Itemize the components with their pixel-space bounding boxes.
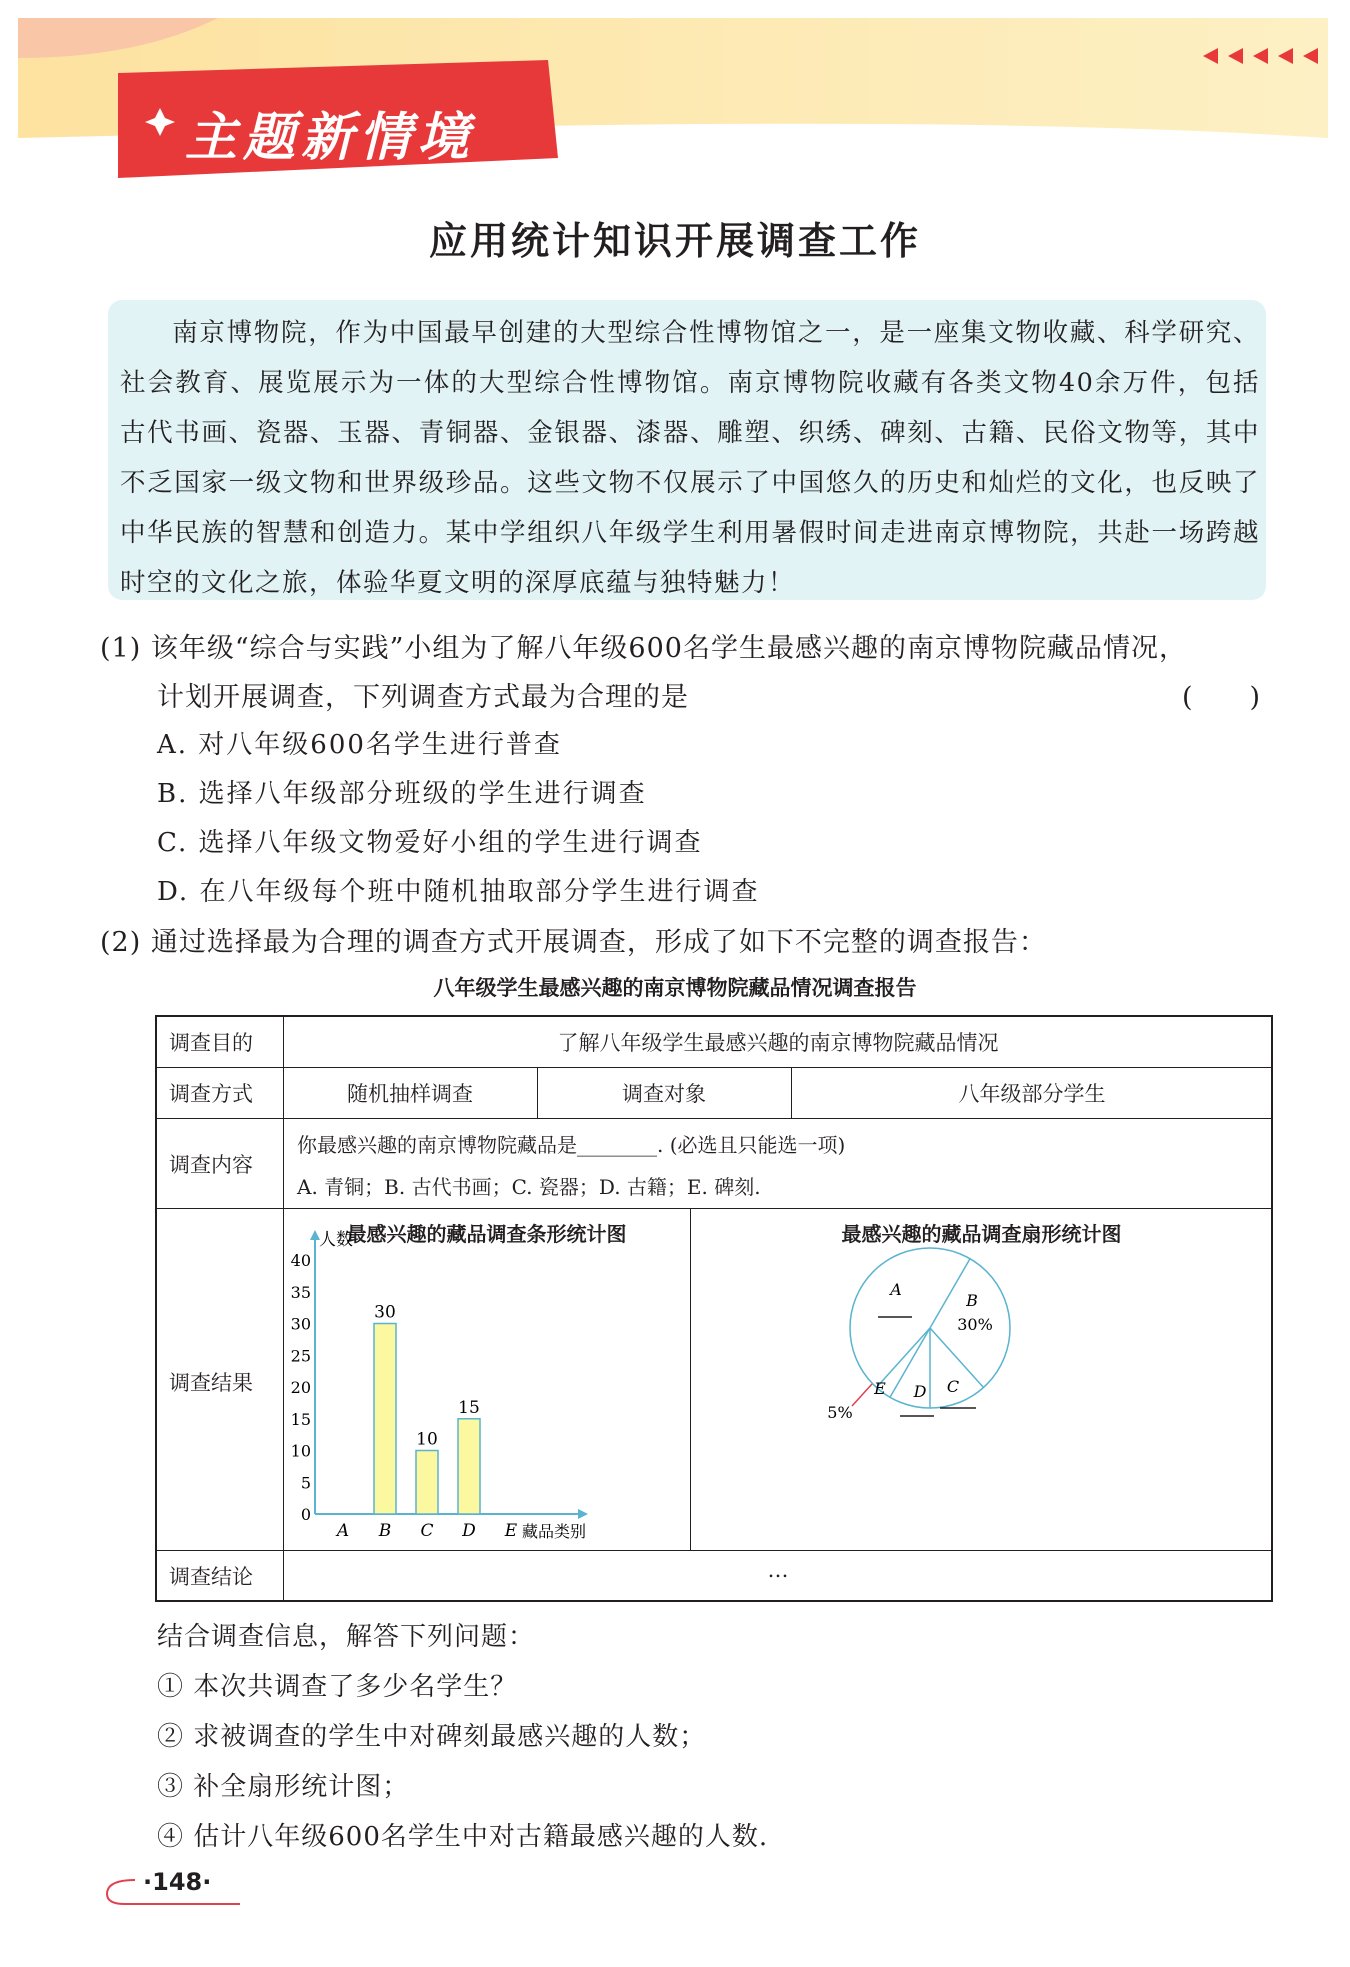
slice-value-e: 5% xyxy=(827,1403,853,1422)
y-tick-label: 0 xyxy=(300,1505,311,1524)
x-tick-label: A xyxy=(336,1521,350,1541)
bar-chart-title: 最感兴趣的藏品调查条形统计图 xyxy=(346,1222,627,1246)
subquestion-2: ② 求被调查的学生中对碑刻最感兴趣的人数； xyxy=(157,1722,707,1752)
bar-chart xyxy=(283,1208,690,1550)
subquestion-3: ③ 补全扇形统计图； xyxy=(157,1772,410,1802)
y-tick-label: 15 xyxy=(290,1409,311,1429)
content-line2: A. 青铜；B. 古代书画；C. 瓷器；D. 古籍；E. 碑刻. xyxy=(297,1175,761,1199)
option-d: D. 在八年级每个班中随机抽取部分学生进行调查 xyxy=(157,877,760,907)
data-label-C: 10 xyxy=(416,1429,438,1450)
y-tick-label: 35 xyxy=(290,1282,311,1302)
slice-label-a: A xyxy=(890,1280,902,1299)
report-title: 八年级学生最感兴趣的南京博物院藏品情况调查报告 xyxy=(433,976,917,1000)
result-label: 调查结果 xyxy=(169,1371,253,1395)
slice-label-c: C xyxy=(946,1377,960,1396)
x-tick-label: D xyxy=(462,1521,476,1541)
y-tick-label: 5 xyxy=(300,1473,311,1493)
purpose-value: 了解八年级学生最感兴趣的南京博物院藏品情况 xyxy=(557,1031,999,1055)
page-number: ·148· xyxy=(143,1868,212,1896)
bar-D xyxy=(458,1419,480,1514)
section-title: 主题新情境 xyxy=(185,108,476,168)
x-axis-label: 藏品类别 xyxy=(521,1522,586,1541)
report-table xyxy=(155,1015,1273,1602)
pie-chart-title: 最感兴趣的藏品调查扇形统计图 xyxy=(841,1222,1122,1246)
bar-B xyxy=(374,1324,396,1515)
subquestion-1: ① 本次共调查了多少名学生？ xyxy=(157,1672,518,1702)
y-tick-label: 20 xyxy=(290,1378,311,1397)
bar-C xyxy=(416,1451,438,1515)
page-heading: 应用统计知识开展调查工作 xyxy=(428,218,921,263)
content-line1: 你最感兴趣的南京博物院藏品是________. (必选且只能选一项) xyxy=(297,1133,846,1157)
x-axis-arrow-icon xyxy=(578,1509,588,1519)
data-label-B: 30 xyxy=(374,1302,396,1323)
x-tick-label: B xyxy=(378,1521,392,1541)
method-value: 随机抽样调查 xyxy=(347,1082,473,1106)
conclusion-value: … xyxy=(767,1558,789,1582)
y-tick-label: 10 xyxy=(290,1441,311,1461)
leader-e xyxy=(852,1384,872,1406)
purpose-label: 调查目的 xyxy=(169,1031,253,1055)
y-axis-label: 人数 xyxy=(319,1230,353,1250)
x-tick-label: C xyxy=(420,1521,434,1541)
y-tick-label: 40 xyxy=(290,1251,311,1270)
method-label: 调查方式 xyxy=(169,1082,253,1106)
slice-value-b: 30% xyxy=(957,1315,993,1334)
followup-intro: 结合调查信息，解答下列问题： xyxy=(157,1622,536,1652)
subquestion-4: ④ 估计八年级600名学生中对古籍最感兴趣的人数. xyxy=(157,1822,769,1852)
y-tick-label: 30 xyxy=(290,1314,311,1334)
x-tick-label: E xyxy=(504,1521,518,1541)
option-b: B. 选择八年级部分班级的学生进行调查 xyxy=(157,779,647,809)
slice-label-b: B xyxy=(966,1291,978,1310)
data-label-D: 15 xyxy=(458,1397,480,1418)
answer-bracket: ( ) xyxy=(1182,682,1262,713)
content-label: 调查内容 xyxy=(169,1153,253,1177)
intro-paragraph: 南京博物院，作为中国最早创建的大型综合性博物馆之一，是一座集文物收藏、科学研究、社会教育、展览展示为一体的大型综合性博物馆。南京博物院收藏有各类文物40余万件，包括古代书画、瓷器、玉器、青铜器、金银器、漆器、雕塑、织绣、碑刻、古籍、民俗文物等，其中不乏国家一级文物和世界级珍品。这些文物不仅展示了中国悠久的历史和灿烂的文化，也反映了中华民族的智慧和创造力。某中学组织八年级学生利用暑假时间走进南京博物院，共赴一场跨越时空的文化之旅，体验华夏文明的深厚底蕴与独特魅力！ xyxy=(120,318,1260,598)
intro-text xyxy=(120,308,1260,608)
option-c: C. 选择八年级文物爱好小组的学生进行调查 xyxy=(157,828,703,858)
question1-line1: (1) 该年级“综合与实践”小组为了解八年级600名学生最感兴趣的南京博物院藏品情况， xyxy=(100,633,1187,664)
question2-intro: (2) 通过选择最为合理的调查方式开展调查，形成了如下不完整的调查报告： xyxy=(100,927,1047,958)
pie-chart xyxy=(690,1208,1273,1550)
conclusion-label: 调查结论 xyxy=(169,1565,253,1589)
option-a: A. 对八年级600名学生进行普查 xyxy=(157,730,562,760)
object-label: 调查对象 xyxy=(622,1082,706,1106)
question1-line2: 计划开展调查，下列调查方式最为合理的是 xyxy=(157,682,689,713)
object-value: 八年级部分学生 xyxy=(958,1082,1106,1106)
y-tick-label: 25 xyxy=(290,1346,311,1366)
slice-label-e: E xyxy=(874,1379,886,1398)
slice-label-d: D xyxy=(913,1382,927,1401)
